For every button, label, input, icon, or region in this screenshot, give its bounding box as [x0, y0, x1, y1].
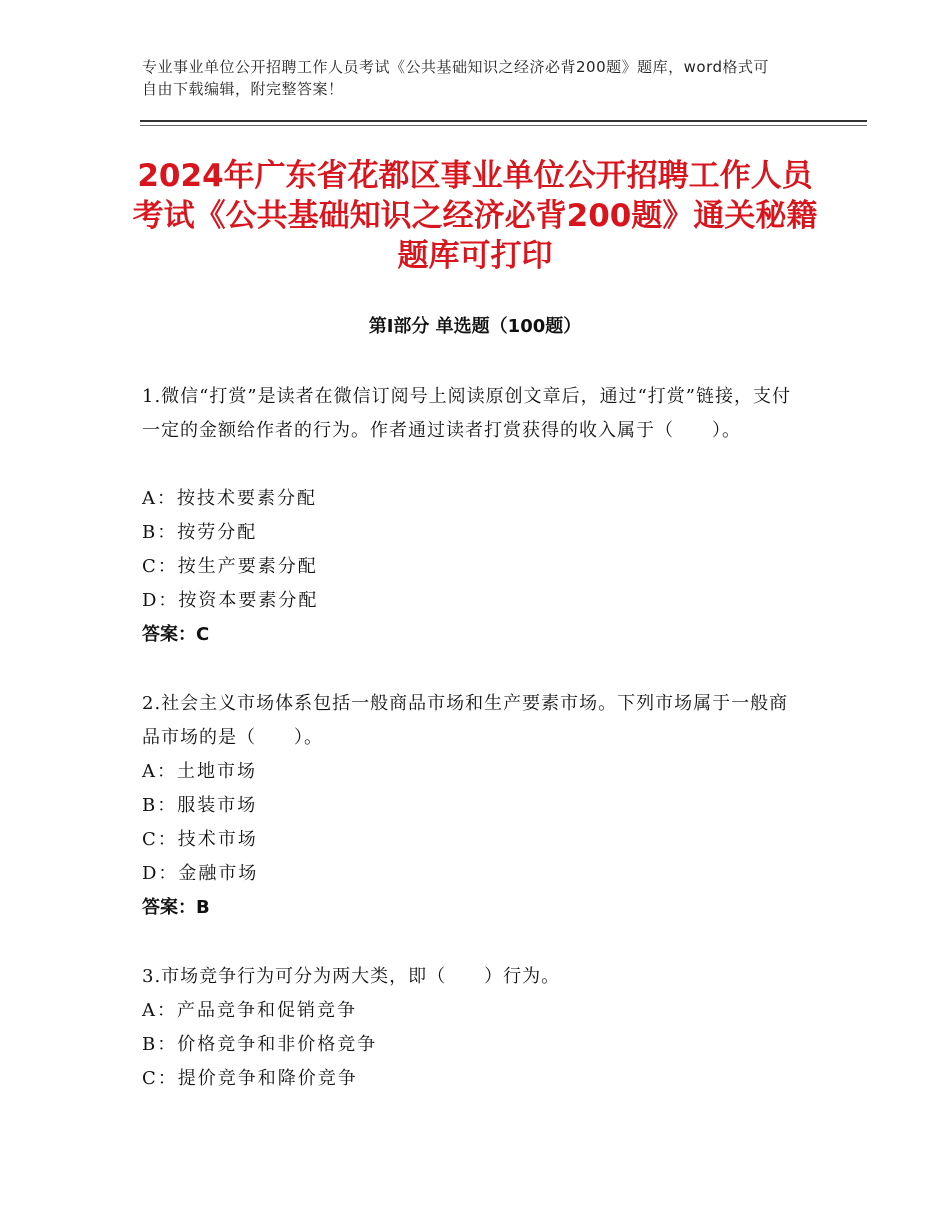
header-note: 专业事业单位公开招聘工作人员考试《公共基础知识之经济必背200题》题库，word格式可自由下载编辑，附完整答案！	[142, 58, 770, 98]
question-1-answer: 答案：C	[142, 624, 210, 645]
question-1-option-d: D：按资本要素分配	[142, 590, 319, 611]
question-2-stem: 2.社会主义市场体系包括一般商品市场和生产要素市场。下列市场属于一般商品市场的是（ ）。	[142, 693, 789, 748]
question-2-option-d: D：金融市场	[142, 863, 259, 884]
header-divider-thin	[140, 125, 867, 126]
question-1-stem: 1.微信“打赏”是读者在微信订阅号上阅读原创文章后，通过“打赏”链接，支付一定的金额给作者的行为。作者通过读者打赏获得的收入属于（ ）。	[142, 386, 791, 441]
question-1-option-a: A：按技术要素分配	[142, 488, 317, 509]
question-2-option-c: C：技术市场	[142, 829, 258, 850]
question-3-option-a: A：产品竞争和促销竞争	[142, 1000, 357, 1021]
question-1-option-c: C：按生产要素分配	[142, 556, 318, 577]
header-divider-thick	[140, 120, 867, 122]
section-title: 第Ⅰ部分 单选题（100题）	[368, 316, 582, 337]
question-3-stem: 3.市场竞争行为可分为两大类，即（ ）行为。	[142, 966, 561, 987]
question-2-answer: 答案：B	[142, 897, 210, 918]
question-2-option-a: A：土地市场	[142, 761, 257, 782]
question-3-option-b: B：价格竞争和非价格竞争	[142, 1034, 378, 1055]
question-2-option-b: B：服装市场	[142, 795, 258, 816]
question-3-option-c: C：提价竞争和降价竞争	[142, 1068, 358, 1089]
question-1-option-b: B：按劳分配	[142, 522, 258, 543]
document-title: 2024年广东省花都区事业单位公开招聘工作人员考试《公共基础知识之经济必背200题》通关秘籍题库可打印	[132, 158, 818, 274]
